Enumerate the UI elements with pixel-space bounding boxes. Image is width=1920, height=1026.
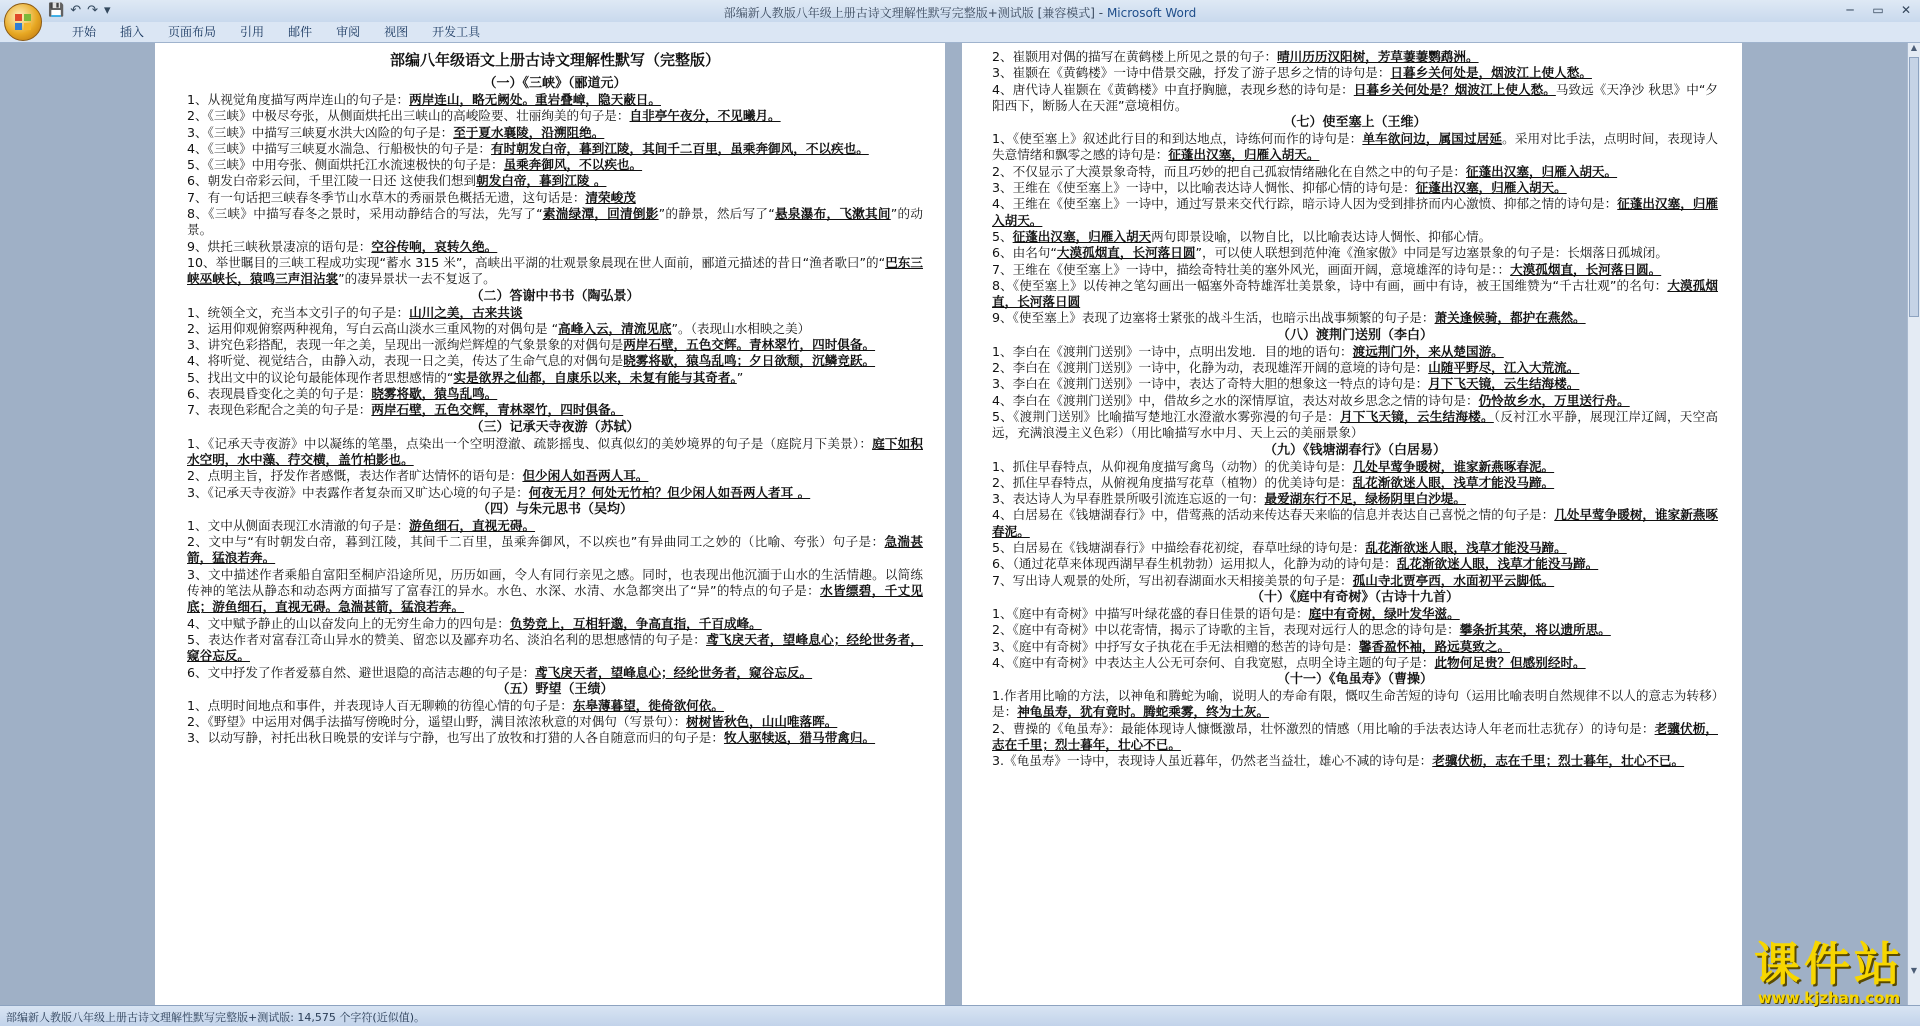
answer-text: 大漠孤烟直，长河落日圆 bbox=[992, 277, 1718, 310]
question-paragraph bbox=[187, 436, 923, 469]
ribbon-tab[interactable]: 审阅 bbox=[336, 25, 361, 39]
answer-text: 鸢飞戾天者，望峰息心；经纶世务者，窥谷忘反。 bbox=[187, 631, 924, 664]
answer-text: 萧关逢候骑，都护在燕然。 bbox=[1434, 310, 1586, 326]
answer-text: 鸢飞戾天者，望峰息心；经纶世务者，窥谷忘反。 bbox=[535, 664, 813, 680]
status-text: 部编新人教版八年级上册古诗文理解性默写完整版+测试版: 14,575 个字符(近似值)。 bbox=[6, 1011, 425, 1024]
answer-text: 晓雾将歇，猿鸟乱鸣；夕日欲颓，沉鳞竞跃。 bbox=[623, 353, 876, 369]
question-text: 2、《庭中有奇树》中以花寄情，揭示了诗歌的主旨，表现对远行人的思念的诗句是： bbox=[992, 622, 1460, 638]
question-text: 马致远《天净沙 秋思》中“夕阳西下，断肠人在天涯”意境相仿。 bbox=[992, 81, 1719, 113]
question-text: 5、 bbox=[992, 228, 1013, 244]
question-paragraph bbox=[187, 337, 923, 353]
question-text: 4、文中赋予静止的山以奋发向上的无穷生命力的四句是： bbox=[187, 615, 510, 631]
question-paragraph bbox=[992, 556, 1718, 572]
question-text: 6、（通过花草来体现西湖早春生机勃勃）运用拟人，化静为动的诗句是： bbox=[992, 556, 1397, 572]
answer-text: 馨香盈怀袖，路远莫致之。 bbox=[1358, 638, 1511, 654]
question-text: 8、《使至塞上》以传神之笔勾画出一幅塞外奇特雄浑壮美景象，诗中有画，画中有诗，被王国维赞为“千古壮观”的名句： bbox=[992, 277, 1668, 293]
question-paragraph bbox=[187, 485, 923, 501]
question-text: 3、崔颢在《黄鹤楼》一诗中借景交融，抒发了游子思乡之情的诗句是： bbox=[992, 65, 1391, 81]
question-paragraph bbox=[992, 491, 1718, 507]
question-paragraph bbox=[992, 409, 1718, 442]
watermark-url: www.kjzhan.com bbox=[1757, 989, 1901, 1007]
question-paragraph bbox=[992, 655, 1718, 671]
answer-text: 巴东三峡巫峡长，猿鸣三声泪沾裳 bbox=[187, 254, 923, 287]
question-text: 2、《野望》中运用对偶手法描写傍晚时分，遥望山野，满目浓浓秋意的对偶句（写景句）： bbox=[187, 714, 687, 730]
question-text: 6、表现晨昏变化之美的句子是： bbox=[187, 386, 372, 402]
question-paragraph bbox=[187, 534, 923, 567]
page-right bbox=[962, 43, 1742, 1005]
question-paragraph bbox=[992, 245, 1718, 261]
question-text: 1、《使至塞上》叙述此行目的和到达地点，诗练何而作的诗句是： bbox=[992, 131, 1363, 147]
question-text: 1、《庭中有奇树》中描写叶绿花盛的春日佳景的语句是： bbox=[992, 605, 1309, 621]
answer-text: 高峰入云，清流见底 bbox=[558, 320, 672, 336]
question-paragraph bbox=[992, 49, 1718, 65]
answer-text: 月下飞天镜，云生结海楼。 bbox=[1340, 408, 1494, 424]
question-text: 3、《记承天寺夜游》中表露作者复杂而又旷达心境的句子是： bbox=[187, 484, 529, 500]
section-heading: （九）《钱塘湖春行》（白居易） bbox=[1263, 442, 1446, 458]
ribbon-tab[interactable]: 开始 bbox=[72, 25, 97, 39]
answer-text: 悬泉瀑布，飞漱其间 bbox=[774, 206, 891, 222]
question-text: 6、由名句“ bbox=[992, 245, 1057, 261]
scrollbar-thumb[interactable] bbox=[1909, 57, 1919, 317]
question-text: 4、将听觉、视觉结合，由静入动，表现一日之美，传达了生命气息的对偶句是 bbox=[187, 353, 624, 369]
question-text: 3、李白在《渡荆门送别》一诗中，表达了奇特大胆的想象这一特点的诗句是： bbox=[992, 376, 1429, 392]
question-text: 1.作者用比喻的方法，以神龟和腾蛇为喻，说明人的寿命有限，慨叹生命苦短的诗句（运用比喻表明自然规律不以人的意志为转移）是： bbox=[992, 688, 1718, 720]
question-paragraph bbox=[992, 196, 1718, 229]
answer-text: 孤山寺北贾亭西，水面初平云脚低。 bbox=[1352, 572, 1555, 588]
right-page-content bbox=[992, 49, 1718, 770]
answer-text: 至于夏水襄陵，沿溯阻绝。 bbox=[453, 124, 605, 140]
question-paragraph bbox=[187, 730, 923, 746]
question-paragraph bbox=[992, 131, 1718, 164]
answer-text: 征蓬出汉塞，归雁入胡天。 bbox=[992, 196, 1719, 228]
question-paragraph bbox=[992, 229, 1718, 245]
question-paragraph bbox=[992, 540, 1718, 556]
question-text: 5、《三峡》中用夸张、侧面烘托江水流速极快的句子是： bbox=[187, 157, 504, 173]
question-text: 2、点明主旨，抒发作者感慨，表达作者旷达情怀的语句是： bbox=[187, 468, 523, 484]
answer-text: 晓雾将歇，猿鸟乱鸣。 bbox=[371, 386, 498, 402]
question-text: 2、文中与“有时朝发白帝，暮到江陵，其间千二百里，虽乘奔御风，不以疾也”有异曲同工之妙的（比喻、夸张）句子是： bbox=[187, 534, 885, 550]
answer-text: 两岸连山，略无阙处。重岩叠嶂，隐天蔽日。 bbox=[409, 92, 661, 107]
question-text: 2、《三峡》中极尽夸张，从侧面烘托出三峡山的高峻险要、壮丽绚美的句子是： bbox=[187, 108, 630, 124]
window-controls bbox=[1836, 0, 1920, 20]
question-paragraph bbox=[992, 180, 1718, 196]
question-text: 4、李白在《渡荆门送别》中，借故乡之水的深情厚谊，表达对故乡思念之情的诗句是： bbox=[992, 392, 1479, 408]
undo-icon[interactable]: ↶ bbox=[70, 3, 82, 18]
question-text: 6、朝发白帝彩云间，千里江陵一日还 这使我们想到 bbox=[187, 173, 477, 189]
question-paragraph bbox=[992, 475, 1718, 491]
question-text: 5、表达作者对富春江奇山异水的赞美、留恋以及鄙弃功名、淡泊名利的思想感情的句子是： bbox=[187, 631, 707, 647]
question-text: 2、抓住早春特点，从俯视角度描写花草（植物）的优美诗句是： bbox=[992, 474, 1353, 490]
question-paragraph bbox=[187, 255, 923, 288]
question-text: 4、《三峡》中描写三峡夏水湍急、行船极快的句子是： bbox=[187, 140, 491, 156]
question-paragraph bbox=[187, 92, 923, 108]
question-text: 2、运用仰观俯察两种视角，写白云高山淡水三重风物的对偶句是 “ bbox=[187, 320, 559, 336]
section-heading: （二）答谢中书书（陶弘景） bbox=[470, 288, 640, 304]
answer-text: 仍怜故乡水，万里送行舟。 bbox=[1478, 392, 1630, 408]
document-area bbox=[0, 43, 1908, 1005]
question-paragraph bbox=[187, 353, 923, 369]
answer-text: 水皆缥碧，千丈见底；游鱼细石，直视无碍。急湍甚箭，猛浪若奔。 bbox=[187, 583, 924, 615]
question-text: （反衬江水平静，展现江岸辽阔，天空高远，充满浪漫主义色彩）（用比喻描写水中月、天上云的美丽景象） bbox=[992, 408, 1718, 441]
answer-text: 几处早莺争暖树，谁家新燕啄春泥。 bbox=[992, 507, 1718, 539]
section-heading: （四）与朱元思书（吴均） bbox=[476, 501, 633, 517]
answer-text: 大漠孤烟直，长河落日圆。 bbox=[1510, 261, 1662, 277]
question-text: 7、表现色彩配合之美的句子是： bbox=[187, 402, 372, 418]
answer-text: 征蓬出汉塞，归雁入胡天。 bbox=[1168, 147, 1320, 163]
question-paragraph bbox=[187, 616, 923, 632]
answer-text: 老骥伏枥，志在千里；烈士暮年，壮心不已。 bbox=[1432, 753, 1685, 769]
answer-text: 攀条折其荣，将以遗所思。 bbox=[1459, 622, 1611, 638]
answer-text: 晴川历历汉阳树，芳草萋萋鹦鹉洲。 bbox=[1277, 49, 1479, 64]
question-text: 1、点明时间地点和事件，并表现诗人百无聊赖的彷徨心情的句子是： bbox=[187, 697, 573, 713]
answer-text: 渡远荆门外，来从楚国游。 bbox=[1352, 343, 1504, 359]
question-paragraph bbox=[992, 507, 1718, 540]
question-text: ”。（表现山水相映之美） bbox=[671, 320, 811, 336]
ribbon-tabs bbox=[60, 23, 492, 42]
question-paragraph bbox=[992, 459, 1718, 475]
question-paragraph bbox=[187, 468, 923, 484]
question-text: 2、曹操的《龟虽寿》：最能体现诗人慷慨激昂，壮怀激烈的情感（用比喻的手法表达诗人年老而壮志犹存）的诗句是： bbox=[992, 720, 1655, 736]
question-text: 2、不仅显示了大漠景象奇特，而且巧妙的把自己孤寂情绪融化在自然之中的句子是： bbox=[992, 163, 1466, 179]
section-heading: （五）野望（王绩） bbox=[496, 681, 614, 697]
section-heading: （七）使至塞上（王维） bbox=[1283, 115, 1427, 131]
question-paragraph bbox=[992, 310, 1718, 326]
ribbon-tab[interactable]: 页面布局 bbox=[168, 25, 217, 39]
title-bar bbox=[0, 0, 1920, 22]
answer-text: 有时朝发白帝，暮到江陵，其间千二百里，虽乘奔御风，不以疾也。 bbox=[490, 140, 869, 156]
answer-text: 单车欲问边，属国过居延 bbox=[1362, 131, 1503, 147]
question-paragraph bbox=[992, 639, 1718, 655]
question-text: 2、崔颢用对偶的描写在黄鹤楼上所见之景的句子： bbox=[992, 49, 1278, 64]
question-text: 1、李白在《渡荆门送别》一诗中，点明出发地．目的地的语句： bbox=[992, 343, 1353, 359]
question-paragraph bbox=[187, 518, 923, 534]
answer-text: 日暮乡关何处是，烟波江上使人愁。 bbox=[1390, 65, 1592, 81]
office-logo-icon bbox=[13, 12, 33, 32]
answer-text: 庭下如积水空明，水中藻、荇交横，盖竹柏影也。 bbox=[187, 435, 923, 467]
section-heading: （八）渡荆门送别（李白） bbox=[1276, 327, 1433, 343]
question-paragraph bbox=[187, 370, 923, 386]
answer-text: 征蓬出汉塞，归雁入胡天。 bbox=[1465, 163, 1618, 179]
answer-text: 庭中有奇树，绿叶发华滋。 bbox=[1308, 605, 1460, 621]
answer-text: 游鱼细石，直视无碍。 bbox=[409, 517, 536, 533]
scroll-up-icon[interactable]: ▲ bbox=[1910, 43, 1918, 52]
answer-text: 乱花渐欲迷人眼，浅草才能没马蹄。 bbox=[1352, 474, 1555, 490]
ribbon-tab[interactable]: 开发工具 bbox=[432, 25, 481, 39]
question-text: 4、王维在《使至塞上》一诗中，通过写景来交代行踪，暗示诗人因为受到排挤而内心激愤、抑郁之情的诗句是： bbox=[992, 196, 1618, 212]
ribbon-tab[interactable]: 引用 bbox=[240, 25, 265, 39]
question-text: 1、文中从侧面表现江水清澈的句子是： bbox=[187, 517, 410, 533]
question-text: 3、文中描述作者乘船自富阳至桐庐沿途所见，历历如画，令人有同行亲见之感。同时，也表现出他沉湎于山水的生活情趣。以简练传神的笔法从静态和动态两方面描写了富春江的异水。水色、水深、水清、水急都突出了“异”的特点的句子是： bbox=[187, 566, 923, 599]
watermark-logo: 课件站 bbox=[1754, 937, 1904, 991]
answer-text: 月下飞天镜，云生结海楼。 bbox=[1428, 376, 1580, 392]
question-text: 3、《庭中有奇树》中抒写女子执花在手无法相赠的愁苦的诗句是： bbox=[992, 638, 1359, 654]
question-text: 7、王维在《使至塞上》一诗中，描绘奇特壮美的塞外风光，画面开阔，意境雄浑的诗句是：： bbox=[992, 261, 1511, 277]
question-text: 1、抓住早春特点，从仰视角度描写禽鸟（动物）的优美诗句是： bbox=[992, 458, 1353, 474]
question-paragraph bbox=[992, 278, 1718, 311]
answer-text: 神龟虽寿，犹有竟时。腾蛇乘雾，终为土灰。 bbox=[1017, 704, 1270, 720]
question-paragraph bbox=[187, 386, 923, 402]
answer-text: 山随平野尽，江入大荒流。 bbox=[1428, 360, 1580, 376]
question-paragraph bbox=[187, 141, 923, 157]
answer-text: 自非亭午夜分，不见曦月。 bbox=[629, 108, 781, 124]
question-text: 1、《记承天寺夜游》中以凝练的笔墨，点染出一个空明澄澈、疏影摇曳、似真似幻的美妙境界的句子是（庭院月下美景）： bbox=[187, 435, 873, 451]
question-text: 4、唐代诗人崔颢在《黄鹤楼》中直抒胸臆，表现乡愁的诗句是： bbox=[992, 81, 1354, 97]
answer-text: 征蓬出汉塞，归雁入胡天 bbox=[1012, 228, 1152, 244]
question-paragraph bbox=[992, 65, 1718, 81]
question-paragraph bbox=[187, 157, 923, 173]
question-text: 6、文中抒发了作者爱慕自然、避世退隐的高洁志趣的句子是： bbox=[187, 664, 536, 680]
document-title: 部编新人教版八年级上册古诗文理解性默写完整版+测试版 [兼容模式] - bbox=[723, 6, 1107, 20]
answer-text: 山川之美，古来共谈 bbox=[409, 304, 523, 320]
question-text: ”的静景，然后写了“ bbox=[658, 206, 775, 222]
left-page-content bbox=[187, 75, 923, 747]
answer-text: 负势竞上，互相轩邈，争高直指，千百成峰。 bbox=[509, 615, 762, 631]
question-text: 5、白居易在《钱塘湖春行》中描绘春花初绽，春草吐绿的诗句是： bbox=[992, 540, 1366, 556]
answer-text: 两岸石壁，五色交辉，青林翠竹，四时俱备。 bbox=[371, 402, 624, 418]
question-text: 1、从视觉角度描写两岸连山的句子是： bbox=[187, 92, 410, 107]
question-paragraph bbox=[992, 164, 1718, 180]
answer-text: 大漠孤烟直，长河落日圆 bbox=[1056, 245, 1196, 261]
question-text: ”，可以使人联想到范仲淹《渔家傲》中同是写边塞景象的句子是：长烟落日孤城闭。 bbox=[1195, 245, 1668, 261]
question-text: 3.《龟虽寿》一诗中，表现诗人虽近暮年，仍然老当益壮，雄心不减的诗句是： bbox=[992, 753, 1433, 769]
question-paragraph bbox=[187, 173, 923, 189]
answer-text: 东皋薄暮望，徙倚欲何依。 bbox=[572, 697, 724, 713]
maximize-button[interactable]: ▭ bbox=[1872, 3, 1884, 17]
ribbon-tab-bar bbox=[0, 22, 1920, 43]
office-button[interactable] bbox=[4, 3, 42, 41]
answer-text: 朝发白帝，暮到江陵 。 bbox=[476, 173, 607, 189]
question-paragraph bbox=[992, 376, 1718, 392]
watermark bbox=[1754, 939, 1904, 1007]
answer-text: 清荣峻茂 bbox=[585, 189, 636, 205]
answer-text: 何夜无月？何处无竹柏？但少闲人如吾两人者耳 。 bbox=[528, 484, 811, 500]
section-heading: （十）《庭中有奇树》（古诗十九首） bbox=[1250, 589, 1459, 605]
question-text: 9、《使至塞上》表现了边塞将士紧张的战斗生活，也暗示出战事频繁的句子是： bbox=[992, 310, 1435, 326]
question-paragraph bbox=[992, 622, 1718, 638]
answer-text: 树树皆秋色，山山唯落晖。 bbox=[686, 714, 838, 730]
question-text: 7、有一句话把三峡春冬季节山水草木的秀丽景色概括无遗，这句话是： bbox=[187, 189, 586, 205]
question-text: 3、表达诗人为早春胜景所吸引流连忘返的一句： bbox=[992, 491, 1265, 507]
question-text: 10、举世瞩目的三峡工程成功实现“蓄水 315 米”，高峡出平湖的壮观景象晨现在世人面前，郦道元描述的昔日“渔者歌曰”的“ bbox=[187, 254, 886, 270]
document-heading: 部编八年级语文上册古诗文理解性默写（完整版） bbox=[389, 51, 720, 69]
question-paragraph bbox=[187, 190, 923, 206]
question-paragraph bbox=[992, 606, 1718, 622]
question-text: 3、讲究色彩搭配，表现一年之美，呈现出一派绚烂辉煌的气象景象的对偶句是 bbox=[187, 337, 624, 353]
answer-text: 但少闲人如吾两人耳。 bbox=[522, 468, 649, 484]
answer-text: 牧人驱犊返，猎马带禽归。 bbox=[723, 730, 876, 746]
question-paragraph bbox=[187, 108, 923, 124]
question-text: 4、《庭中有奇树》中表达主人公无可奈何、自我宽慰，点明全诗主题的句子是： bbox=[992, 654, 1435, 670]
question-paragraph bbox=[187, 206, 923, 239]
ribbon-tab[interactable]: 插入 bbox=[120, 25, 145, 39]
question-text: ”的凄异景状一去不复返了。 bbox=[338, 271, 496, 287]
answer-text: 日暮乡关何处是？烟波江上使人愁。 bbox=[1353, 81, 1556, 97]
question-text: 4、白居易在《钱塘湖春行》中，借莺燕的活动来传达春天来临的信息并表达自己喜悦之情的句子是： bbox=[992, 507, 1555, 523]
section-heading: （三）记承天寺夜游（苏轼） bbox=[470, 419, 640, 435]
answer-text: 最爱湖东行不足，绿杨阴里白沙堤。 bbox=[1264, 491, 1466, 507]
question-paragraph bbox=[992, 344, 1718, 360]
customize-toolbar-icon[interactable]: ▾ bbox=[104, 3, 111, 18]
answer-text: 素湍绿潭，回清倒影 bbox=[542, 206, 659, 222]
question-text: ” bbox=[736, 369, 744, 385]
question-paragraph bbox=[187, 632, 923, 665]
close-button[interactable]: ✕ bbox=[1900, 3, 1912, 17]
question-text: 。采用对比手法，点明时间，表现诗人失意情绪和飘零之感的诗句是： bbox=[992, 131, 1719, 163]
ribbon-tab[interactable]: 邮件 bbox=[288, 25, 313, 39]
answer-text: 征蓬出汉塞，归雁入胡天。 bbox=[1415, 180, 1567, 196]
question-text: 两句即景设喻，以物自比，以比喻表达诗人惆怅、抑郁心情。 bbox=[1151, 228, 1492, 244]
answer-text: 老骥伏枥，志在千里；烈士暮年，壮心不已。 bbox=[992, 720, 1718, 752]
answer-text: 此物何足贵？但感别经时。 bbox=[1434, 654, 1586, 670]
status-bar bbox=[0, 1005, 1920, 1026]
question-paragraph bbox=[992, 573, 1718, 589]
question-text: ”的动景。 bbox=[187, 206, 924, 238]
answer-text: 实是欲界之仙都，自康乐以来，未复有能与其奇者。 bbox=[453, 369, 737, 385]
question-paragraph bbox=[992, 688, 1718, 721]
ribbon-tab[interactable]: 视图 bbox=[384, 25, 409, 39]
question-paragraph bbox=[187, 402, 923, 418]
question-paragraph bbox=[187, 321, 923, 337]
answer-text: 几处早莺争暖树，谁家新燕啄春泥。 bbox=[1352, 458, 1555, 474]
question-text: 8、《三峡》中描写春冬之景时，采用动静结合的写法，先写了“ bbox=[187, 206, 543, 222]
question-text: 3、以动写静，衬托出秋日晚景的安详与宁静，也写出了放牧和打猎的人各自随意而归的句子是： bbox=[187, 730, 724, 746]
question-text: 9、烘托三峡秋景凄凉的语句是： bbox=[187, 238, 372, 254]
question-text: 3、《三峡》中描写三峡夏水洪大凶险的句子是： bbox=[187, 124, 454, 140]
section-heading: （一）《三峡》（郦道元） bbox=[483, 76, 627, 91]
question-text: 2、李白在《渡荆门送别》一诗中，化静为动，表现雄浑开阔的意境的诗句是： bbox=[992, 360, 1429, 376]
quick-access-toolbar bbox=[48, 2, 111, 20]
question-text: 5、《渡荆门送别》比喻描写楚地江水澄澈水雾弥漫的句子是： bbox=[992, 408, 1340, 424]
question-paragraph bbox=[992, 82, 1718, 115]
question-text: 3、王维在《使至塞上》一诗中，以比喻表达诗人惆怅、抑郁心情的诗句是： bbox=[992, 180, 1416, 196]
question-paragraph bbox=[992, 721, 1718, 754]
question-paragraph bbox=[187, 125, 923, 141]
app-name: Microsoft Word bbox=[1106, 6, 1197, 20]
vertical-scrollbar[interactable] bbox=[1907, 43, 1920, 1005]
question-text: 7、写出诗人观景的处所，写出初春湖面水天相接美景的句子是： bbox=[992, 572, 1353, 588]
scroll-down-icon[interactable]: ▼ bbox=[1910, 966, 1918, 975]
answer-text: 乱花渐欲迷人眼，浅草才能没马蹄。 bbox=[1396, 556, 1599, 572]
question-text: 1、统领全文，充当本文引子的句子是： bbox=[187, 304, 410, 320]
minimize-button[interactable]: ─ bbox=[1846, 3, 1854, 17]
section-heading: （十一）《龟虽寿》（曹操） bbox=[1276, 672, 1433, 688]
answer-text: 乱花渐欲迷人眼，浅草才能没马蹄。 bbox=[1365, 540, 1567, 556]
answer-text: 空谷传响，哀转久绝。 bbox=[371, 238, 498, 254]
question-paragraph bbox=[187, 305, 923, 321]
question-text: 5、找出文中的议论句最能体现作者思想感情的“ bbox=[187, 369, 454, 385]
question-paragraph bbox=[187, 567, 923, 616]
question-paragraph bbox=[187, 239, 923, 255]
page-left bbox=[155, 43, 945, 1005]
question-paragraph bbox=[992, 393, 1718, 409]
question-paragraph bbox=[187, 698, 923, 714]
question-paragraph bbox=[992, 360, 1718, 376]
question-paragraph bbox=[187, 665, 923, 681]
redo-icon[interactable]: ↷ bbox=[87, 3, 98, 18]
answer-text: 两岸石壁，五色交辉。青林翠竹，四时俱备。 bbox=[623, 337, 876, 353]
question-paragraph bbox=[187, 714, 923, 730]
window-title bbox=[0, 4, 1920, 21]
answer-text: 急湍甚箭，猛浪若奔。 bbox=[187, 534, 924, 566]
question-paragraph bbox=[992, 262, 1718, 278]
save-icon[interactable]: 💾 bbox=[48, 3, 65, 18]
question-paragraph bbox=[992, 753, 1718, 769]
answer-text: 虽乘奔御风，不以疾也。 bbox=[503, 157, 643, 173]
